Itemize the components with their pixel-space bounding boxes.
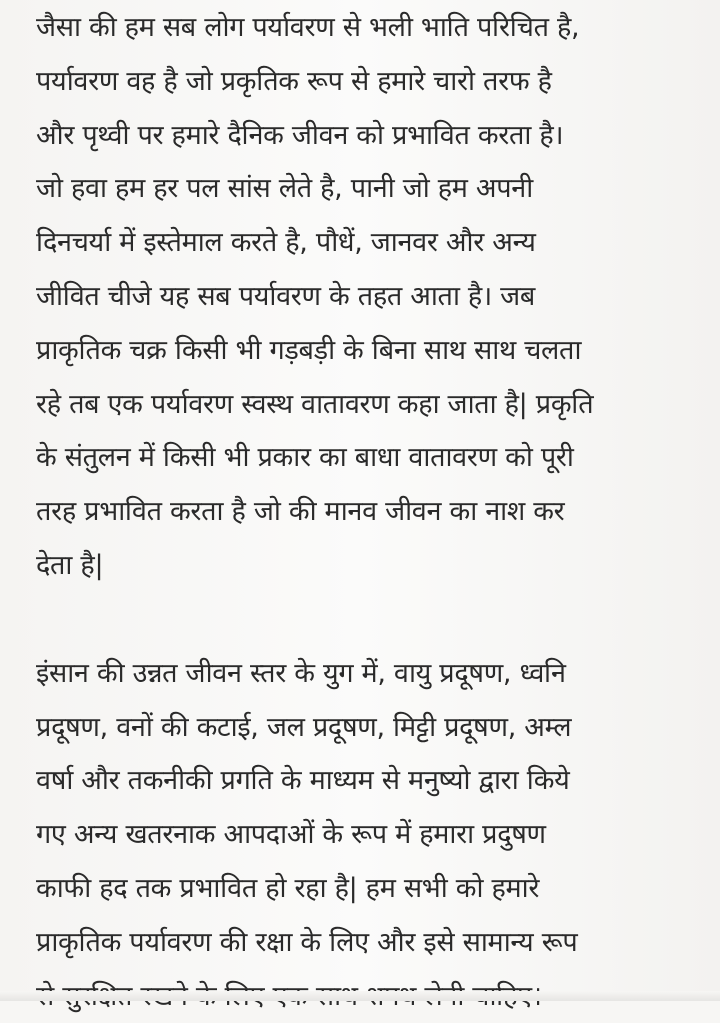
paragraph-spacer <box>36 593 708 647</box>
page-bottom-edge <box>0 991 720 1001</box>
text-line: इंसान की उन्नत जीवन स्तर के युग में, वायु प्रदूषण, ध्वनि <box>36 657 566 689</box>
text-line: प्राकृतिक चक्र किसी भी गड़बड़ी के बिना साथ साथ चलता <box>36 334 582 366</box>
text-line: काफी हद तक प्रभावित हो रहा है| हम सभी को हमारे <box>36 872 540 904</box>
text-line: वर्षा और तकनीकी प्रगति के माध्यम से मनुष्यो द्वारा किये <box>36 765 570 797</box>
text-line: तरह प्रभावित करता है जो की मानव जीवन का नाश कर <box>36 496 565 528</box>
text-line: दिनचर्या में इस्तेमाल करते है, पौधें, जानवर और अन्य <box>36 227 536 259</box>
text-line: प्रदूषण, वनों की कटाई, जल प्रदूषण, मिट्टी प्रदूषण, अम्ल <box>36 711 572 743</box>
paragraph-2 <box>36 647 708 1023</box>
text-line: के संतुलन में किसी भी प्रकार का बाधा वातावरण को पूरी <box>36 442 574 474</box>
text-line: रहे तब एक पर्यावरण स्वस्थ वातावरण कहा जाता है| प्रकृति <box>36 388 594 420</box>
text-line: और पृथ्वी पर हमारे दैनिक जीवन को प्रभावित करता है। <box>36 119 564 151</box>
text-line: गए अन्य खतरनाक आपदाओं के रूप में हमारा प्रदुषण <box>36 819 546 851</box>
text-line: जो हवा हम हर पल सांस लेते है, पानी जो हम अपनी <box>36 173 533 205</box>
text-line: जैसा की हम सब लोग पर्यावरण से भली भाति परिचित है, <box>36 12 580 43</box>
document-body <box>36 0 708 1023</box>
paragraph-1 <box>36 0 708 593</box>
text-line: पर्यावरण वह है जो प्रकृतिक रूप से हमारे चारो तरफ है <box>36 65 552 97</box>
text-line: देता है| <box>36 549 104 581</box>
text-line: जीवित चीजे यह सब पर्यावरण के तहत आता है। जब <box>36 280 536 312</box>
text-line: प्राकृतिक पर्यावरण की रक्षा के लिए और इसे सामान्य रूप <box>36 926 578 958</box>
